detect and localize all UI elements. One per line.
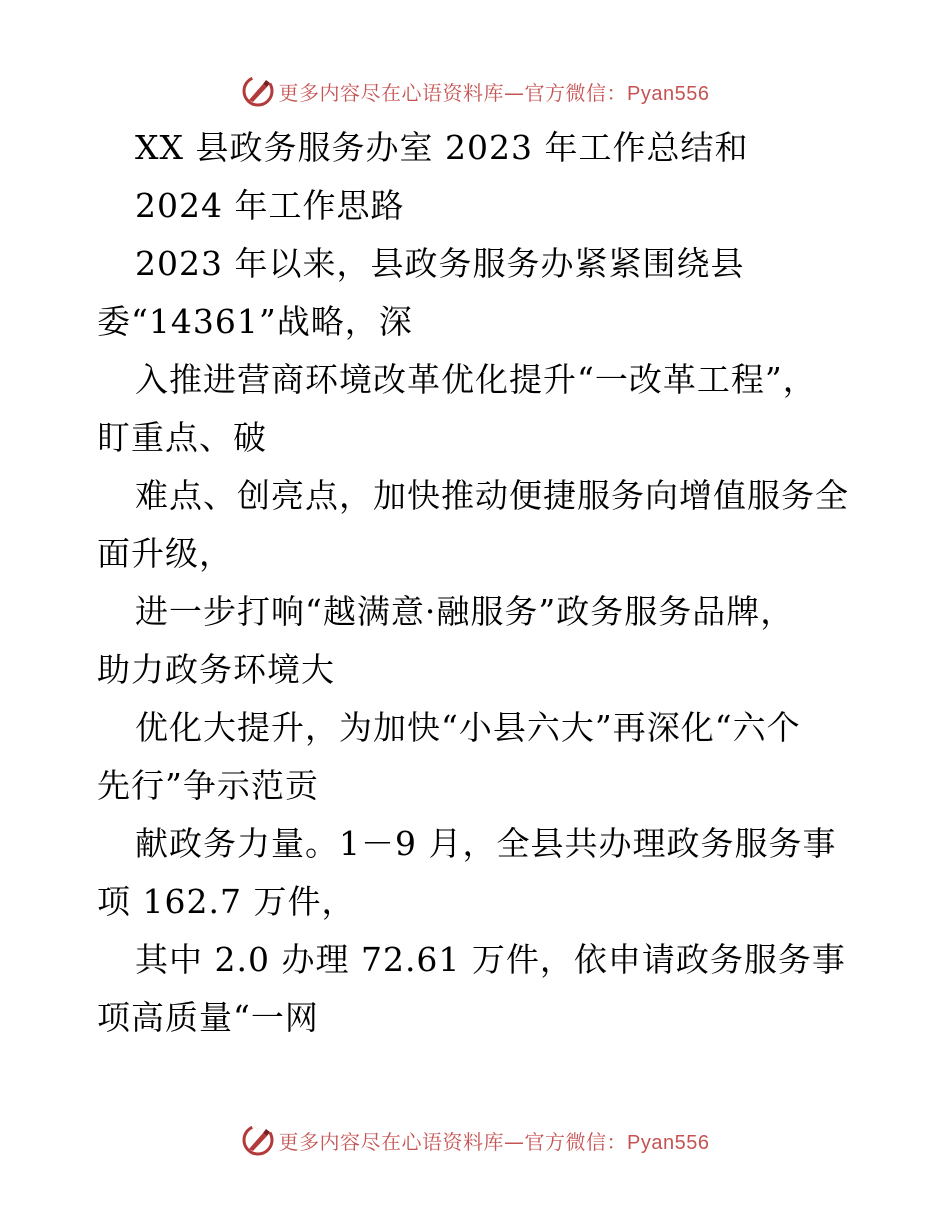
paragraph-line: 项高质量“一网 xyxy=(97,998,319,1037)
pen-logo-icon xyxy=(241,74,275,108)
watermark-text: 更多内容尽在心语资料库—官方微信：Pyan556 xyxy=(278,80,710,105)
document-title-line-2: 2024 年工作思路 xyxy=(135,186,405,225)
watermark-banner-top xyxy=(0,71,950,111)
paragraph-line: 优化大提升，为加快“小县六大”再深化“六个 xyxy=(135,708,801,747)
paragraph-line: 先行”争示范贡 xyxy=(97,766,319,805)
paragraph-line: 委“14361”战略，深 xyxy=(97,302,413,341)
paragraph-line: 助力政务环境大 xyxy=(97,650,335,689)
paragraph-line: 面升级， xyxy=(97,534,233,573)
document-title-line-1: XX 县政务服务办室 2023 年工作总结和 xyxy=(135,128,749,167)
paragraph-line: 献政务力量。1－9 月，全县共办理政务服务事 xyxy=(135,824,837,863)
paragraph-line: 项 162.7 万件， xyxy=(97,882,356,921)
watermark-banner-bottom xyxy=(0,1120,950,1160)
paragraph-line: 盯重点、破 xyxy=(97,418,267,457)
watermark-text: 更多内容尽在心语资料库—官方微信：Pyan556 xyxy=(278,1129,710,1154)
paragraph-line: 2023 年以来，县政务服务办紧紧围绕县 xyxy=(135,244,745,283)
pen-logo-icon xyxy=(241,1123,275,1157)
paragraph-line: 难点、创亮点，加快推动便捷服务向增值服务全 xyxy=(135,476,849,515)
paragraph-line: 进一步打响“越满意·融服务”政务服务品牌， xyxy=(135,592,795,631)
paragraph-line: 入推进营商环境改革优化提升“一改革工程”， xyxy=(135,360,817,399)
paragraph-line: 其中 2.0 办理 72.61 万件，依申请政务服务事 xyxy=(135,940,846,979)
